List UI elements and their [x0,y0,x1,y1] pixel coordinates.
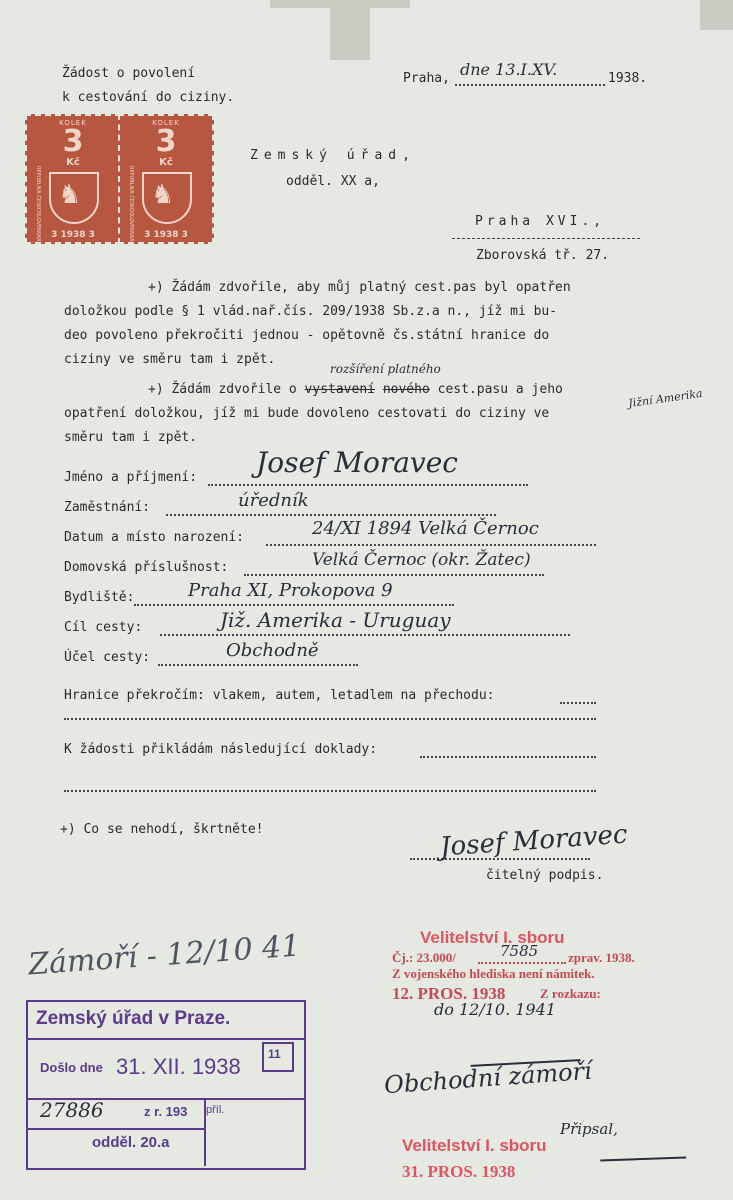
received-stamp-title: Velitelství I. sboru [402,1136,547,1155]
field-value-purpose: Obchodně [226,640,319,661]
pripsal-note: Připsal, [560,1120,618,1138]
zemsky-stamp-number: 11 [268,1047,281,1061]
para1-line-1: +) Žádám zdvořile, aby můj platný cest.pas byl opatřen [148,280,571,295]
para1-line-2: doložkou podle § 1 vlád.nař.čís. 209/1938 Sb.z.a n., jíž mi bu- [64,304,558,319]
zemsky-stamp-title: Zemský úřad v Praze. [36,1008,231,1029]
year: 1938. [608,71,648,86]
border-line: Hranice překročím: vlakem, autem, letadlem na přechodu: [64,688,495,703]
field-value-birth: 24/XI 1894 Velká Černoc [312,518,539,539]
subject-line-1: Žádost o povolení [62,66,196,81]
para2-line-2: opatření doložkou, jíž mi bude dovoleno cestovati do ciziny ve [64,406,550,421]
addressee-line-1: Zemský úřad, [250,148,416,163]
hand-note-right: Obchodní zámoří [383,1056,593,1100]
military-hand-note: do 12/10. 1941 [434,1000,556,1019]
torn-edge [700,0,733,30]
footnote: +) Co se nehodí, škrtněte! [60,822,264,837]
military-stamp-title: Velitelství I. sboru [420,928,565,947]
pencil-note: Zámoří - 12/10 41 [27,928,302,983]
field-label: Datum a místo narození: [64,530,245,545]
military-ref-label: Čj.: 23.000/ [392,950,456,965]
pripsal-signature [600,1143,687,1162]
field-label: Cíl cesty: [64,620,143,635]
para2-insert: rozšíření platného [330,362,441,376]
reference-number: 27886 [40,1098,104,1122]
revenue-stamp: KOLEK 3 Kč ♞ REPUBLIKA ČESKOSLOVENSKÁ 3 1938 3 [118,114,214,244]
field-value-residence: Praha XI, Prokopova 9 [188,580,393,601]
revenue-stamp: KOLEK 3 Kč ♞ REPUBLIKA ČESKOSLOVENSKÁ 3 1938 3 [25,114,121,244]
military-order-label: Z rozkazu: [540,986,601,1001]
received-stamp-date: 31. PROS. 1938 [402,1162,516,1181]
military-ref-number: 7585 [500,942,539,960]
signature-caption: čitelný podpis. [486,868,604,883]
received-label: Došlo dne [40,1060,103,1075]
field-value-name: Josef Moravec [256,446,458,479]
para2-margin-note: Jižní Amerika [627,386,704,411]
ref-label: z r. 193 [144,1104,188,1119]
addressee-street: Zborovská tř. 27. [476,248,610,263]
addressee-city: Praha XVI., [475,214,606,229]
date-handwritten: dne 13.I.XV. [460,60,558,79]
torn-edge [330,0,370,60]
lion-emblem-icon: ♞ [58,180,82,210]
addressee-rule [452,238,640,239]
military-date: 12. PROS. 1938 [392,984,506,1003]
para1-line-3: deo povoleno překročiti jednou - opětovně čs.státní hranice do [64,328,550,343]
received-date: 31. XII. 1938 [116,1054,241,1079]
para1-line-4: ciziny ve směru tam i zpět. [64,352,276,367]
subject-line-2: k cestování do ciziny. [62,90,235,105]
signature: Josef Moravec [439,819,629,863]
field-value-destination: Již. Amerika - Uruguay [220,608,451,632]
field-value-occupation: úředník [238,490,309,511]
field-value-domicile: Velká Černoc (okr. Žatec) [312,550,531,570]
attachments-line: K žádosti přikládám následující doklady: [64,742,378,757]
military-line: Z vojenského hlediska není námitek. [392,966,595,981]
department: odděl. 20.a [92,1134,170,1151]
field-label: Jméno a příjmení: [64,470,198,485]
addressee-line-2: odděl. XX a, [286,174,380,189]
field-label: Účel cesty: [64,650,151,665]
para2-line-3: směru tam i zpět. [64,430,198,445]
military-ref-suffix: zprav. 1938. [568,950,635,965]
lion-emblem-icon: ♞ [151,180,175,210]
attachments-label: příl. [206,1104,225,1116]
field-label: Domovská příslušnost: [64,560,229,575]
field-label: Bydliště: [64,590,135,605]
date-dots [455,84,605,86]
place: Praha, [403,71,450,86]
field-label: Zaměstnání: [64,500,151,515]
para2-line-1: +) Žádám zdvořile o vystavení nového cest.pasu a jeho [148,382,563,397]
